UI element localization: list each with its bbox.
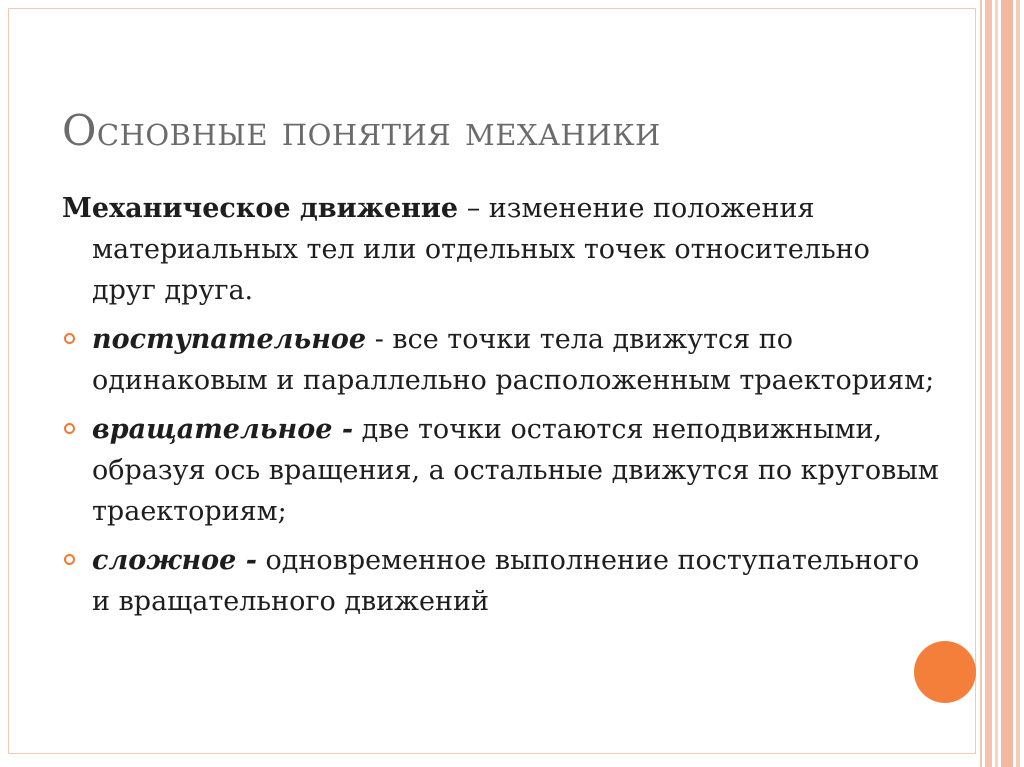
list-item xyxy=(62,319,942,401)
list-item xyxy=(62,409,942,532)
bullet-icon xyxy=(64,554,75,565)
bullet-term: вращательное - xyxy=(92,414,354,445)
definition-term: Механическое движение xyxy=(62,193,459,224)
bullet-text: - все точки тела движутся по одинаковым и параллельно расположенным траекториям; xyxy=(92,324,935,396)
decor-stripe xyxy=(1001,0,1013,767)
decor-stripe xyxy=(980,0,982,767)
slide-body xyxy=(62,188,942,630)
slide-title: Основные понятия механики xyxy=(62,106,661,155)
definition-paragraph xyxy=(62,188,942,311)
bullet-icon xyxy=(64,423,75,434)
decor-stripe xyxy=(995,0,998,767)
definition-text: – изменение положения материальных тел или отдельных точек относительно друг друга. xyxy=(92,193,870,306)
bullet-term: сложное - xyxy=(92,545,257,576)
decor-circle-icon xyxy=(914,641,976,703)
list-item xyxy=(62,540,942,622)
bullet-term: поступательное xyxy=(92,324,367,355)
bullet-text: одновременное выполнение поступательного и вращательного движений xyxy=(92,545,920,617)
decor-stripe xyxy=(1016,0,1020,767)
bullet-text: две точки остаются неподвижными, образуя ось вращения, а остальные движутся по круговым траекториям; xyxy=(92,414,939,527)
decor-stripe xyxy=(985,0,992,767)
bullet-icon xyxy=(64,333,75,344)
